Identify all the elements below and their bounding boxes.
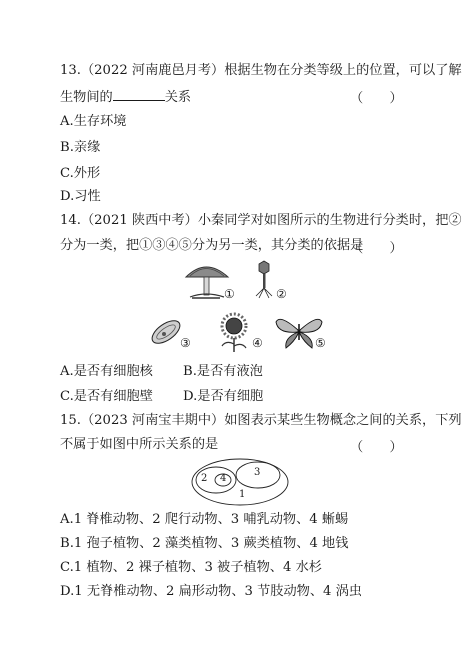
- label-3: ③: [180, 336, 191, 350]
- q13-stem-line2-post: 关系: [164, 90, 192, 105]
- venn-label-1: 1: [239, 489, 246, 500]
- venn-label-3: 3: [254, 467, 261, 478]
- q14-stem-line1: 14.（2021 陕西中考）小秦同学对如图所示的生物进行分类时，把②: [60, 213, 462, 228]
- label-4: ④: [252, 336, 263, 350]
- q15-answer-paren: （ ）: [350, 440, 403, 455]
- q15-stem-line1: 15.（2023 河南宝丰期中）如图表示某些生物概念之间的关系，下列: [60, 413, 462, 428]
- q13-option-a: A.生存环境: [60, 114, 127, 129]
- label-1: ①: [224, 287, 235, 301]
- paramecium-icon: [148, 316, 183, 347]
- q14-answer-paren: （ ）: [350, 241, 403, 256]
- venn-label-2: 2: [201, 473, 208, 484]
- q14-option-d: D.是否有细胞: [183, 389, 264, 404]
- q15-stem-line2: 不属于如图中所示关系的是: [60, 437, 219, 452]
- q13-option-d: D.习性: [60, 189, 101, 204]
- q13-option-b: B.亲缘: [60, 140, 101, 155]
- q14-stem-line2: 分为一类，把①③④⑤分为另一类，其分类的依据是: [60, 238, 364, 253]
- mushroom-icon: [186, 267, 228, 298]
- q14-option-a: A.是否有细胞核: [60, 364, 153, 379]
- q15-option-a: A.1 脊椎动物、2 爬行动物、3 哺乳动物、4 蜥蜴: [60, 512, 349, 527]
- venn-label-4: 4: [220, 473, 227, 484]
- q13-stem-line2: [60, 87, 191, 107]
- q13-stem-line1: 13.（2022 河南鹿邑月考）根据生物在分类等级上的位置，可以了解: [60, 63, 462, 78]
- phage-icon: [256, 261, 272, 298]
- sunflower-icon: [222, 314, 246, 352]
- q13-option-c: C.外形: [60, 166, 101, 181]
- q13-answer-paren: （ ）: [350, 91, 403, 106]
- q15-option-c: C.1 植物、2 裸子植物、3 被子植物、4 水杉: [60, 560, 322, 575]
- label-2: ②: [276, 287, 287, 301]
- label-5: ⑤: [315, 336, 326, 350]
- organisms-row2-figure: [148, 310, 328, 355]
- q13-stem-line2-pre: 生物间的: [60, 90, 113, 105]
- q15-option-d: D.1 无脊椎动物、2 扁形动物、3 节肢动物、4 涡虫: [60, 584, 362, 599]
- q13-blank[interactable]: [113, 87, 165, 101]
- q14-option-b: B.是否有液泡: [183, 364, 263, 379]
- q14-option-c: C.是否有细胞壁: [60, 389, 153, 404]
- q15-option-b: B.1 孢子植物、2 藻类植物、3 蕨类植物、4 地钱: [60, 536, 349, 551]
